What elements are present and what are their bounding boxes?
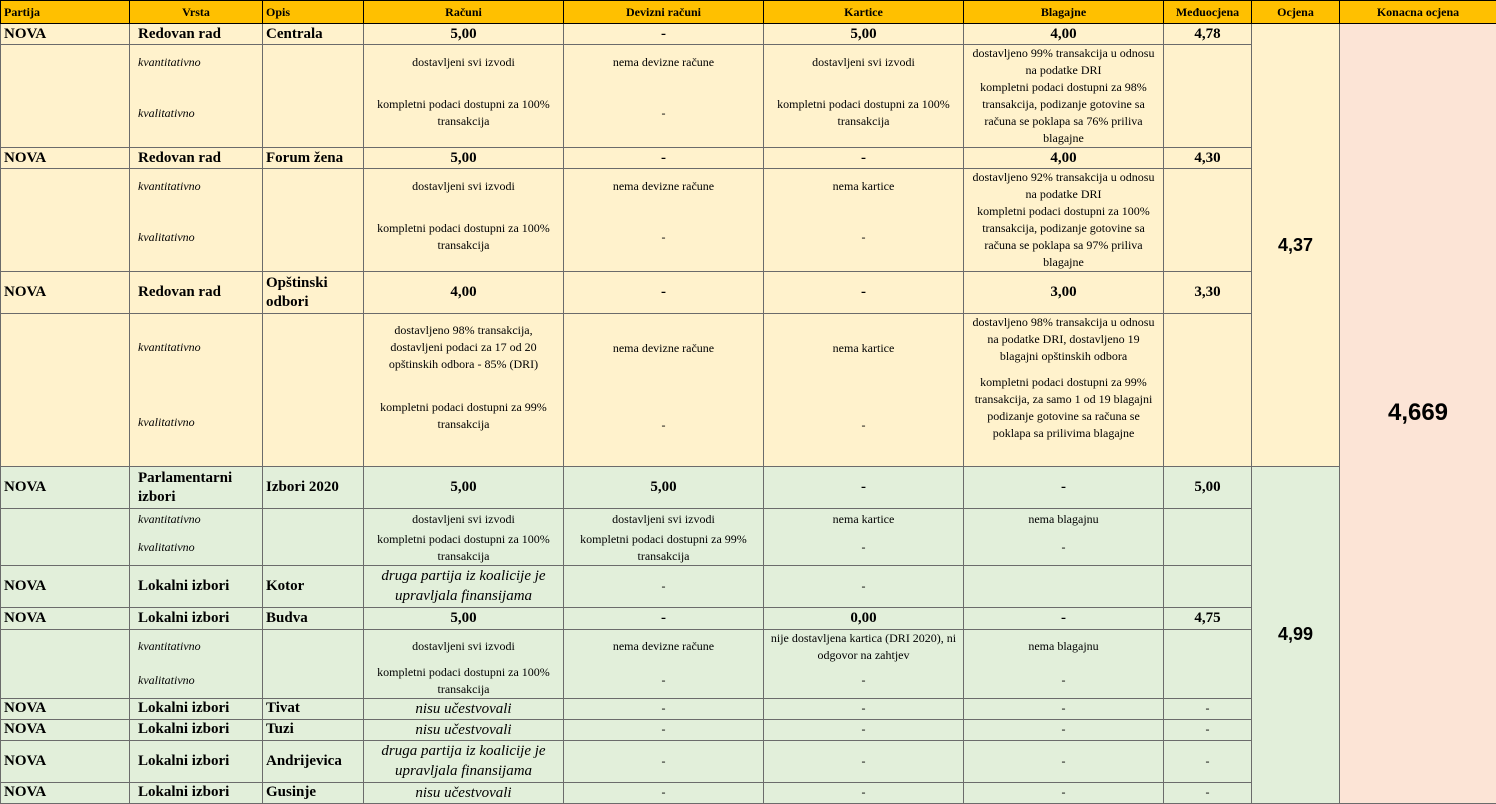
- devizni-cell: -: [564, 698, 764, 719]
- kartice-note: kompletni podaci dostupni za 100% transakcija: [764, 79, 964, 148]
- kartice-cell: -: [764, 148, 964, 169]
- kartice-note: -: [767, 417, 960, 434]
- sub-label-kvalitativno: kvalitativno: [130, 664, 263, 699]
- racuni-note: kompletni podaci dostupni za 100% transakcija: [364, 531, 564, 566]
- devizni-cell: -: [564, 607, 764, 629]
- table-header-row: [1, 1, 1496, 24]
- vrsta-cell: Lokalni izbori: [130, 719, 263, 740]
- empty-cell: [1, 314, 130, 467]
- blagajne-note: nema blagajnu: [964, 629, 1164, 664]
- kartice-note: -: [764, 664, 964, 699]
- header-vrsta: Vrsta: [130, 1, 263, 24]
- empty-cell: [1164, 79, 1252, 148]
- empty-cell: [263, 314, 364, 467]
- opis-cell: Centrala: [263, 24, 364, 45]
- partija-cell: NOVA: [1, 782, 130, 803]
- vrsta-cell: Lokalni izbori: [130, 740, 263, 782]
- kartice-cell: -: [764, 565, 964, 607]
- medjuocjena-cell: 3,30: [1164, 272, 1252, 314]
- racuni-note: dostavljeni svi izvodi: [364, 169, 564, 204]
- kartice-note: nema kartice: [764, 169, 964, 204]
- header-blagajne: Blagajne: [964, 1, 1164, 24]
- kartice-note: -: [764, 203, 964, 272]
- blagajne-cell: [964, 565, 1164, 607]
- racuni-cell: 5,00: [364, 607, 564, 629]
- partija-cell: NOVA: [1, 24, 130, 45]
- opis-cell: Tivat: [263, 698, 364, 719]
- empty-cell: [1, 531, 130, 566]
- medjuocjena-cell: 5,00: [1164, 467, 1252, 509]
- kartice-cell: -: [764, 698, 964, 719]
- sub-label-kvalitativno: kvalitativno: [130, 203, 263, 272]
- empty-cell: [1, 629, 130, 664]
- sub-label-kvantitativno: kvantitativno: [130, 509, 263, 531]
- kartice-cell: -: [764, 272, 964, 314]
- devizni-cell: -: [564, 782, 764, 803]
- opis-cell: Forum žena: [263, 148, 364, 169]
- sub-label-kvalitativno: kvalitativno: [130, 79, 263, 148]
- blagajne-note: kompletni podaci dostupni za 99% transakcija, za samo 1 od 19 blagajni podizanje gotovine sa računa se poklapa sa prilivima blagajne: [967, 374, 1160, 442]
- racuni-note: dostavljeni svi izvodi: [364, 45, 564, 80]
- empty-cell: [1164, 509, 1252, 531]
- blagajne-note: -: [964, 664, 1164, 699]
- racuni-note: kompletni podaci dostupni za 100% transakcija: [364, 664, 564, 699]
- ocjena-izbori: 4,99: [1252, 467, 1340, 804]
- blagajne-note: nema blagajnu: [964, 509, 1164, 531]
- blagajne-cell: -: [964, 740, 1164, 782]
- racuni-cell: 5,00: [364, 467, 564, 509]
- empty-cell: [263, 531, 364, 566]
- devizni-note: kompletni podaci dostupni za 99% transakcija: [564, 531, 764, 566]
- blagajne-note: dostavljeno 99% transakcija u odnosu na podatke DRI: [964, 45, 1164, 80]
- blagajne-cell: -: [964, 467, 1164, 509]
- empty-cell: [263, 45, 364, 80]
- kartice-note: dostavljeni svi izvodi: [764, 45, 964, 80]
- sub-label-kvalitativno: kvalitativno: [130, 531, 263, 566]
- table-row: [1, 24, 1496, 45]
- racuni-cell: druga partija iz koalicije je upravljala finansijama: [364, 565, 564, 607]
- devizni-note: -: [564, 203, 764, 272]
- partija-cell: NOVA: [1, 272, 130, 314]
- racuni-notes: [364, 314, 564, 467]
- empty-cell: [1, 79, 130, 148]
- partija-cell: NOVA: [1, 607, 130, 629]
- empty-cell: [1, 203, 130, 272]
- racuni-cell: 5,00: [364, 24, 564, 45]
- medjuocjena-cell: -: [1164, 698, 1252, 719]
- medjuocjena-cell: 4,30: [1164, 148, 1252, 169]
- blagajne-cell: 4,00: [964, 24, 1164, 45]
- racuni-cell: nisu učestvovali: [364, 719, 564, 740]
- kartice-cell: 5,00: [764, 24, 964, 45]
- sub-label-kvantitativno: kvantitativno: [130, 169, 263, 204]
- blagajne-cell: -: [964, 607, 1164, 629]
- opis-cell: Tuzi: [263, 719, 364, 740]
- header-racuni: Računi: [364, 1, 564, 24]
- empty-cell: [1164, 531, 1252, 566]
- empty-cell: [263, 79, 364, 148]
- racuni-note: dostavljeni svi izvodi: [364, 629, 564, 664]
- devizni-note: nema devizne račune: [564, 169, 764, 204]
- opis-cell: Budva: [263, 607, 364, 629]
- header-medjuocjena: Međuocjena: [1164, 1, 1252, 24]
- opis-cell: Andrijevica: [263, 740, 364, 782]
- empty-cell: [1, 169, 130, 204]
- sub-label-kvantitativno: kvantitativno: [130, 629, 263, 664]
- devizni-note: -: [567, 417, 760, 434]
- partija-cell: NOVA: [1, 698, 130, 719]
- devizni-cell: 5,00: [564, 467, 764, 509]
- empty-cell: [1164, 169, 1252, 204]
- sub-label-kvalitativno: kvalitativno: [138, 415, 259, 430]
- vrsta-cell: Lokalni izbori: [130, 782, 263, 803]
- empty-cell: [1164, 314, 1252, 467]
- partija-cell: NOVA: [1, 740, 130, 782]
- blagajne-note: -: [964, 531, 1164, 566]
- devizni-cell: -: [564, 24, 764, 45]
- vrsta-cell: Lokalni izbori: [130, 698, 263, 719]
- vrsta-cell: Lokalni izbori: [130, 607, 263, 629]
- racuni-note: dostavljeni svi izvodi: [364, 509, 564, 531]
- medjuocjena-cell: -: [1164, 719, 1252, 740]
- blagajne-note: kompletni podaci dostupni za 100% transakcija, podizanje gotovine sa računa se poklapa sa 97% priliva blagajne: [964, 203, 1164, 272]
- empty-cell: [1164, 664, 1252, 699]
- racuni-cell: 4,00: [364, 272, 564, 314]
- ocjena-redovan-rad: 4,37: [1252, 24, 1340, 467]
- devizni-note: nema devizne račune: [564, 45, 764, 80]
- blagajne-cell: -: [964, 698, 1164, 719]
- racuni-note: dostavljeno 98% transakcija, dostavljeni podaci za 17 od 20 opštinskih odbora - 85% (DRI): [367, 322, 560, 373]
- empty-cell: [1, 45, 130, 80]
- kartice-cell: -: [764, 782, 964, 803]
- sub-label-kvantitativno: kvantitativno: [130, 45, 263, 80]
- opis-cell: Izbori 2020: [263, 467, 364, 509]
- devizni-cell: -: [564, 565, 764, 607]
- devizni-note: nema devizne račune: [564, 629, 764, 664]
- blagajne-note: dostavljeno 92% transakcija u odnosu na podatke DRI: [964, 169, 1164, 204]
- kartice-notes: [764, 314, 964, 467]
- blagajne-note: kompletni podaci dostupni za 98% transakcija, podizanje gotovine sa računa se poklapa sa 76% priliva blagajne: [964, 79, 1164, 148]
- devizni-cell: -: [564, 740, 764, 782]
- vrsta-cell: Redovan rad: [130, 272, 263, 314]
- empty-cell: [1164, 203, 1252, 272]
- opis-cell: Opštinski odbori: [263, 272, 364, 314]
- empty-cell: [1, 509, 130, 531]
- header-partija: Partija: [1, 1, 130, 24]
- konacna-ocjena: 4,669: [1340, 24, 1496, 804]
- blagajne-cell: 3,00: [964, 272, 1164, 314]
- opis-cell: Gusinje: [263, 782, 364, 803]
- empty-cell: [1164, 45, 1252, 80]
- vrsta-cell: Redovan rad: [130, 24, 263, 45]
- empty-cell: [263, 169, 364, 204]
- racuni-note: kompletni podaci dostupni za 100% transakcija: [364, 79, 564, 148]
- blagajne-note: dostavljeno 98% transakcija u odnosu na podatke DRI, dostavljeno 19 blagajni opštinskih odbora: [967, 314, 1160, 365]
- kartice-note: nema kartice: [764, 509, 964, 531]
- medjuocjena-cell: 4,75: [1164, 607, 1252, 629]
- devizni-cell: -: [564, 148, 764, 169]
- empty-cell: [263, 509, 364, 531]
- devizni-note: -: [564, 79, 764, 148]
- partija-cell: NOVA: [1, 719, 130, 740]
- table-row: [1, 467, 1496, 509]
- empty-cell: [263, 664, 364, 699]
- devizni-note: -: [564, 664, 764, 699]
- kartice-note: -: [764, 531, 964, 566]
- blagajne-cell: -: [964, 782, 1164, 803]
- header-konacna: Konacna ocjena: [1340, 1, 1496, 24]
- vrsta-cell: Lokalni izbori: [130, 565, 263, 607]
- header-devizni: Devizni računi: [564, 1, 764, 24]
- kartice-note: nema kartice: [767, 340, 960, 357]
- partija-cell: NOVA: [1, 565, 130, 607]
- kartice-note: nije dostavljena kartica (DRI 2020), ni odgovor na zahtjev: [764, 629, 964, 664]
- header-kartice: Kartice: [764, 1, 964, 24]
- devizni-cell: -: [564, 719, 764, 740]
- header-ocjena: Ocjena: [1252, 1, 1340, 24]
- sub-labels-cell: [130, 314, 263, 467]
- partija-cell: NOVA: [1, 148, 130, 169]
- vrsta-cell: Redovan rad: [130, 148, 263, 169]
- blagajne-cell: -: [964, 719, 1164, 740]
- devizni-note: dostavljeni svi izvodi: [564, 509, 764, 531]
- racuni-cell: 5,00: [364, 148, 564, 169]
- kartice-cell: 0,00: [764, 607, 964, 629]
- medjuocjena-cell: [1164, 565, 1252, 607]
- kartice-cell: -: [764, 740, 964, 782]
- opis-cell: Kotor: [263, 565, 364, 607]
- partija-cell: NOVA: [1, 467, 130, 509]
- blagajne-notes: [964, 314, 1164, 467]
- empty-cell: [263, 203, 364, 272]
- racuni-cell: druga partija iz koalicije je upravljala finansijama: [364, 740, 564, 782]
- devizni-notes: [564, 314, 764, 467]
- vrsta-cell: Parlamentarni izbori: [130, 467, 263, 509]
- blagajne-cell: 4,00: [964, 148, 1164, 169]
- racuni-cell: nisu učestvovali: [364, 698, 564, 719]
- racuni-note: kompletni podaci dostupni za 99% transakcija: [367, 399, 560, 433]
- racuni-cell: nisu učestvovali: [364, 782, 564, 803]
- devizni-note: nema devizne račune: [567, 340, 760, 357]
- medjuocjena-cell: -: [1164, 740, 1252, 782]
- racuni-note: kompletni podaci dostupni za 100% transakcija: [364, 203, 564, 272]
- kartice-cell: -: [764, 467, 964, 509]
- medjuocjena-cell: -: [1164, 782, 1252, 803]
- devizni-cell: -: [564, 272, 764, 314]
- header-opis: Opis: [263, 1, 364, 24]
- empty-cell: [1164, 629, 1252, 664]
- empty-cell: [1, 664, 130, 699]
- empty-cell: [263, 629, 364, 664]
- sub-label-kvantitativno: kvantitativno: [138, 340, 259, 355]
- medjuocjena-cell: 4,78: [1164, 24, 1252, 45]
- kartice-cell: -: [764, 719, 964, 740]
